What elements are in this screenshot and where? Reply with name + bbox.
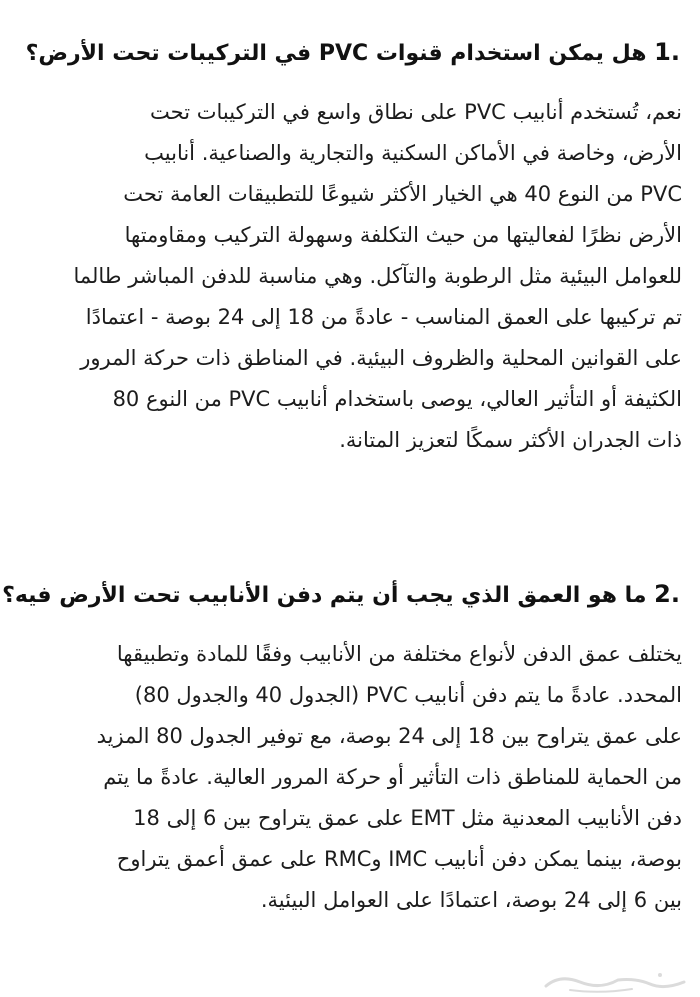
question-number: .1	[654, 38, 680, 66]
answer-line: تم تركيبها على العمق المناسب - عادةً من 18 إلى 24 بوصة - اعتمادًا	[85, 305, 682, 329]
answer-line: للعوامل البيئية مثل الرطوبة والتآكل. وهي مناسبة للدفن المباشر طالما	[73, 264, 682, 288]
answer-line: ذات الجدران الأكثر سمكًا لتعزيز المتانة.	[339, 428, 682, 452]
answer-line: المحدد. عادةً ما يتم دفن أنابيب PVC (الجدول 40 والجدول 80)	[134, 683, 682, 707]
faq-answer-2	[0, 634, 700, 921]
answer-line: بوصة، بينما يمكن دفن أنابيب IMC وRMC على عمق أعمق يتراوح	[116, 847, 682, 871]
faq-section-2	[0, 572, 700, 921]
answer-line: دفن الأنابيب المعدنية مثل EMT على عمق يتراوح بين 6 إلى 18	[133, 806, 682, 830]
faq-question-1	[10, 30, 680, 74]
answer-line: يختلف عمق الدفن لأنواع مختلفة من الأنابيب وفقًا للمادة وتطبيقها	[116, 642, 682, 666]
answer-line: الكثيفة أو التأثير العالي، يوصى باستخدام أنابيب PVC من النوع 80	[112, 387, 682, 411]
question-text: ما هو العمق الذي يجب أن يتم دفن الأنابيب تحت الأرض فيه؟	[2, 583, 647, 608]
answer-line: الأرض، وخاصة في الأماكن السكنية والتجارية والصناعية. أنابيب	[144, 141, 682, 165]
answer-line: نعم، تُستخدم أنابيب PVC على نطاق واسع في التركيبات تحت	[150, 100, 682, 124]
answer-line: الأرض نظرًا لفعاليتها من حيث التكلفة وسهولة التركيب ومقاومتها	[124, 223, 682, 247]
answer-line: PVC من النوع 40 هي الخيار الأكثر شيوعًا للتطبيقات العامة تحت	[123, 182, 682, 206]
faq-answer-1	[0, 92, 700, 461]
answer-line: بين 6 إلى 24 بوصة، اعتمادًا على العوامل البيئية.	[260, 888, 682, 912]
question-text: هل يمكن استخدام قنوات PVC في التركيبات تحت الأرض؟	[25, 41, 647, 66]
answer-line: على عمق يتراوح بين 18 إلى 24 بوصة، مع توفير الجدول 80 المزيد	[96, 724, 682, 748]
question-number: .2	[654, 580, 680, 608]
answer-line: من الحماية للمناطق ذات التأثير أو حركة المرور العالية. عادةً ما يتم	[103, 765, 682, 789]
faq-question-2	[2, 572, 680, 616]
haraj-watermark-logo	[540, 968, 690, 994]
faq-section-1	[0, 30, 700, 461]
answer-line: على القوانين المحلية والظروف البيئية. في المناطق ذات حركة المرور	[80, 346, 682, 370]
